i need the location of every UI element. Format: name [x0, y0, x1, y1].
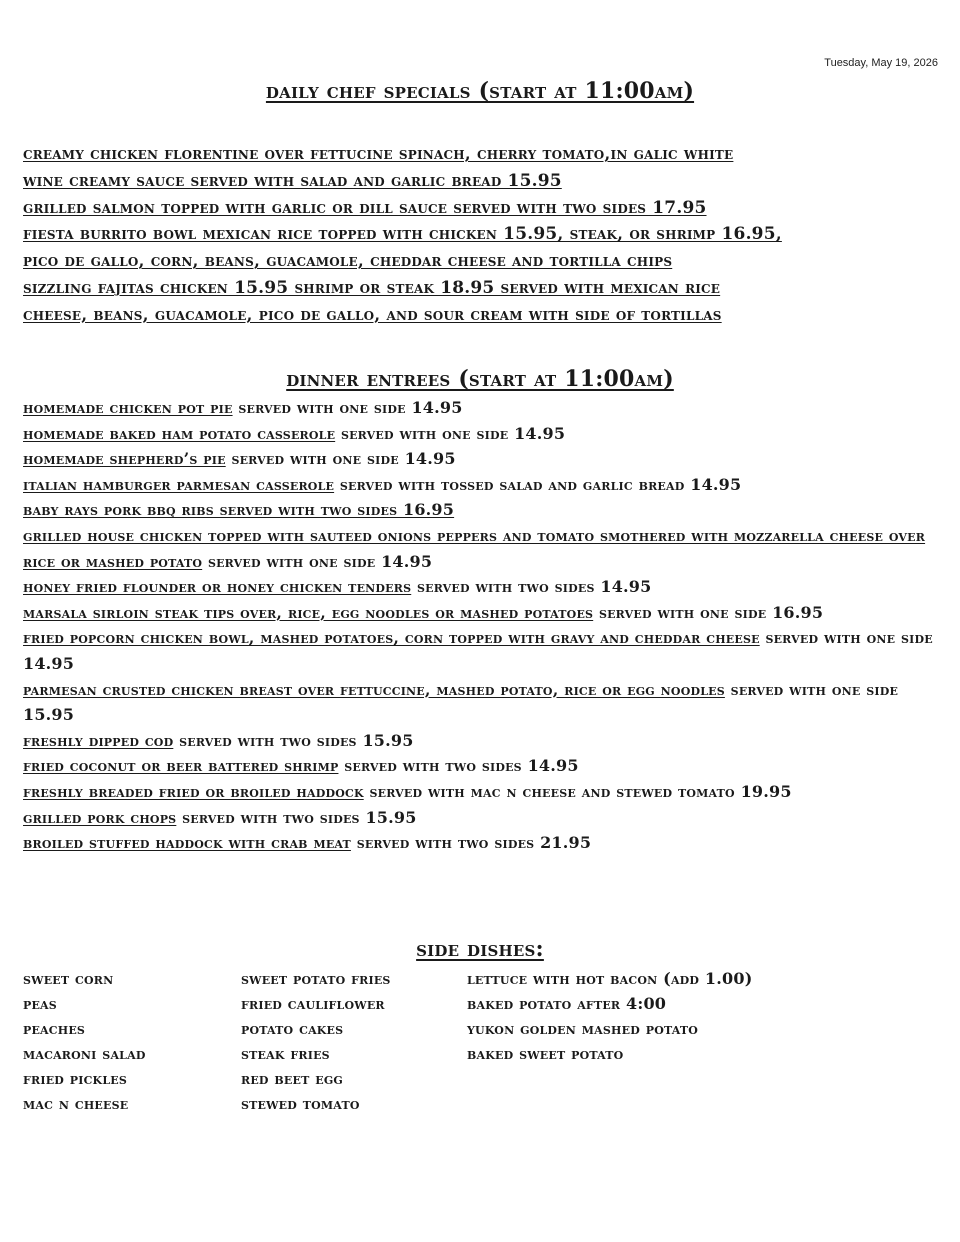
entree-item	[23, 395, 948, 421]
entree-item	[23, 421, 948, 447]
specials-line: pico de gallo, corn, beans, guacamole, cheddar cheese and tortilla chips	[23, 251, 673, 272]
entree-name: fried popcorn chicken bowl, mashed potatoes, corn topped with gravy and cheddar cheese	[23, 628, 760, 648]
entree-detail: served with two sides 15.95	[173, 730, 414, 750]
specials-line: cheese, beans, guacamole, pico de gallo, and sour cream with side of tortillas	[23, 304, 722, 325]
entree-detail: served with one side 14.95	[232, 398, 463, 417]
entree-item	[23, 677, 948, 728]
side-item: stewed tomato	[241, 1094, 360, 1113]
entrees-list	[23, 395, 948, 856]
entree-detail: served with one side 16.95	[593, 602, 824, 622]
entree-detail: served with two sides 14.95	[411, 577, 652, 597]
specials-line: fiesta burrito bowl mexican rice topped with chicken 15.95, steak, or shrimp 16.95,	[23, 224, 782, 245]
entree-detail: served with one side 14.95	[23, 628, 933, 673]
entrees-heading: dinner entrees (start at 11:00am)	[286, 366, 674, 392]
entree-item	[23, 728, 948, 754]
specials-heading: daily chef specials (start at 11:00am)	[265, 78, 695, 104]
entree-name: homemade chicken pot pie	[23, 398, 233, 417]
entree-detail: served with one side 14.95	[335, 423, 566, 443]
entree-name: honey fried flounder or honey chicken tenders	[23, 577, 412, 597]
entree-name: homemade baked ham potato casserole	[23, 423, 336, 443]
entree-name: homemade shepherd’s pie	[23, 449, 226, 469]
entree-item	[23, 472, 948, 498]
side-item: peaches	[23, 1019, 86, 1038]
entree-name: broiled stuffed haddock with crab meat	[23, 833, 351, 853]
entree-item	[23, 497, 948, 523]
entree-name: italian hamburger parmesan casserole	[23, 474, 335, 494]
entree-item	[23, 779, 948, 805]
specials-line: sizzling fajitas chicken 15.95 shrimp or steak 18.95 served with mexican rice	[23, 277, 721, 298]
entree-item	[23, 446, 948, 472]
entree-detail: served with two sides 15.95	[176, 807, 417, 827]
entree-name: marsala sirloin steak tips over, rice, egg noodles or mashed potatoes	[23, 602, 594, 622]
entree-name: freshly breaded fried or broiled haddock	[23, 781, 364, 801]
sides-column-1	[23, 966, 146, 1116]
entree-detail: served with one side 14.95	[202, 551, 433, 571]
entree-name: baby rays pork bbq ribs served with two sides 16.95	[23, 500, 455, 520]
side-item: steak fries	[241, 1044, 330, 1063]
entree-item	[23, 574, 948, 600]
specials-line: creamy chicken florentine over fettucine spinach, cherry tomato,in galic white	[23, 144, 734, 164]
entree-detail: served with two sides 21.95	[350, 833, 592, 853]
entree-detail: served with two sides 14.95	[338, 756, 579, 776]
side-item: red beet egg	[241, 1069, 344, 1088]
specials-list	[23, 141, 943, 329]
side-item: sweet potato fries	[241, 969, 391, 988]
entree-name: freshly dipped cod	[23, 730, 174, 750]
menu-date: Tuesday, May 19, 2026	[824, 57, 938, 69]
entree-item	[23, 625, 948, 676]
sides-heading: side dishes:	[416, 936, 544, 962]
side-item: sweet corn	[23, 969, 114, 988]
entree-name: fried coconut or beer battered shrimp	[23, 756, 339, 776]
entree-item	[23, 805, 948, 831]
side-item: yukon golden mashed potato	[467, 1019, 699, 1038]
side-item: peas	[23, 994, 57, 1013]
sides-column-2	[241, 966, 391, 1116]
entree-item	[23, 600, 948, 626]
entree-name: grilled house chicken topped with sauteed onions peppers and tomato smothered with mozzarella cheese over rice or mashed potato	[23, 525, 926, 571]
entree-detail: served with one side 15.95	[23, 679, 899, 725]
side-item: potato cakes	[241, 1019, 344, 1038]
side-item: mac n cheese	[23, 1094, 129, 1113]
entree-item	[23, 753, 948, 779]
side-item: fried pickles	[23, 1069, 127, 1088]
entree-detail: served with mac n cheese and stewed tomato 19.95	[363, 781, 792, 801]
sides-column-3	[467, 966, 752, 1066]
entree-detail: served with tossed salad and garlic bread 14.95	[334, 474, 742, 494]
side-item: macaroni salad	[23, 1044, 146, 1063]
entree-name: grilled pork chops	[23, 807, 177, 827]
specials-line: grilled salmon topped with garlic or dill sauce served with two sides 17.95	[23, 197, 707, 218]
entree-item	[23, 523, 948, 574]
side-item: baked potato after 4:00	[467, 994, 667, 1013]
entree-item	[23, 830, 948, 856]
side-item: baked sweet potato	[467, 1044, 624, 1063]
entree-name: parmesan crusted chicken breast over fettuccine, mashed potato, rice or egg noodles	[23, 679, 725, 699]
side-item: lettuce with hot bacon (add 1.00)	[467, 969, 753, 988]
specials-line: wine creamy sauce served with salad and garlic bread 15.95	[23, 170, 562, 191]
entree-detail: served with one side 14.95	[225, 449, 456, 469]
side-item: fried cauliflower	[241, 994, 385, 1013]
